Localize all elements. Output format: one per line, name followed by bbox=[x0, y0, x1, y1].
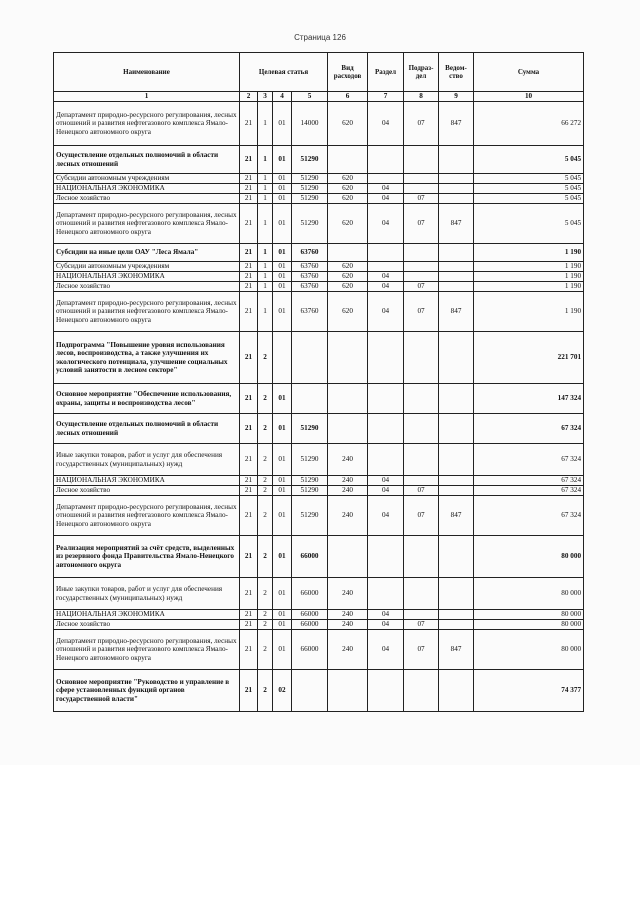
column-number: 8 bbox=[404, 92, 439, 102]
row-sum: 5 045 bbox=[474, 184, 584, 194]
row-name: Департамент природно-ресурсного регулирования, лесных отношений и развития нефтегазового комплекса Ямало-Ненецкого автономного округа bbox=[54, 204, 240, 244]
row-section bbox=[368, 146, 404, 174]
row-department: 847 bbox=[439, 292, 474, 332]
row-department bbox=[439, 244, 474, 262]
row-activity-code: 01 bbox=[273, 444, 292, 476]
column-number: 2 bbox=[240, 92, 258, 102]
row-department bbox=[439, 476, 474, 486]
row-sum: 1 190 bbox=[474, 272, 584, 282]
row-activity-code: 01 bbox=[273, 292, 292, 332]
row-section: 04 bbox=[368, 102, 404, 146]
row-program-code: 21 bbox=[240, 272, 258, 282]
row-department bbox=[439, 536, 474, 578]
row-name: НАЦИОНАЛЬНАЯ ЭКОНОМИКА bbox=[54, 272, 240, 282]
column-number-row bbox=[54, 92, 584, 102]
table-row bbox=[54, 476, 584, 486]
row-subsection bbox=[404, 610, 439, 620]
row-name: Иные закупки товаров, работ и услуг для обеспечения государственных (муниципальных) нужд bbox=[54, 578, 240, 610]
row-program-code: 21 bbox=[240, 204, 258, 244]
row-subsection bbox=[404, 272, 439, 282]
row-section: 04 bbox=[368, 620, 404, 630]
row-sum: 67 324 bbox=[474, 414, 584, 444]
row-section bbox=[368, 332, 404, 384]
row-program-code: 21 bbox=[240, 102, 258, 146]
row-section: 04 bbox=[368, 194, 404, 204]
row-subsection bbox=[404, 476, 439, 486]
row-sum: 1 190 bbox=[474, 282, 584, 292]
row-sum: 67 324 bbox=[474, 444, 584, 476]
row-subsection: 07 bbox=[404, 194, 439, 204]
row-name: Департамент природно-ресурсного регулирования, лесных отношений и развития нефтегазового комплекса Ямало-Ненецкого автономного округа bbox=[54, 292, 240, 332]
row-sum: 5 045 bbox=[474, 204, 584, 244]
row-sum: 5 045 bbox=[474, 194, 584, 204]
table-row bbox=[54, 630, 584, 670]
row-name: Департамент природно-ресурсного регулирования, лесных отношений и развития нефтегазового комплекса Ямало-Ненецкого автономного округа bbox=[54, 102, 240, 146]
row-department bbox=[439, 610, 474, 620]
row-name: Иные закупки товаров, работ и услуг для обеспечения государственных (муниципальных) нужд bbox=[54, 444, 240, 476]
column-number: 4 bbox=[273, 92, 292, 102]
row-expense-type: 620 bbox=[328, 194, 368, 204]
row-program-code: 21 bbox=[240, 414, 258, 444]
row-department bbox=[439, 620, 474, 630]
row-direction-code: 51290 bbox=[292, 496, 328, 536]
row-subsection: 07 bbox=[404, 282, 439, 292]
row-direction-code: 63760 bbox=[292, 262, 328, 272]
row-subprogram-code: 2 bbox=[258, 414, 273, 444]
row-name: НАЦИОНАЛЬНАЯ ЭКОНОМИКА bbox=[54, 610, 240, 620]
row-expense-type bbox=[328, 244, 368, 262]
row-subprogram-code: 1 bbox=[258, 146, 273, 174]
table-row bbox=[54, 272, 584, 282]
row-department: 847 bbox=[439, 102, 474, 146]
table-row bbox=[54, 146, 584, 174]
row-subprogram-code: 2 bbox=[258, 578, 273, 610]
column-number: 1 bbox=[54, 92, 240, 102]
row-name: Осуществление отдельных полномочий в области лесных отношений bbox=[54, 414, 240, 444]
row-section: 04 bbox=[368, 610, 404, 620]
row-subsection bbox=[404, 444, 439, 476]
row-section bbox=[368, 244, 404, 262]
row-sum: 80 000 bbox=[474, 630, 584, 670]
row-expense-type bbox=[328, 146, 368, 174]
row-direction-code: 63760 bbox=[292, 272, 328, 282]
row-activity-code: 01 bbox=[273, 578, 292, 610]
row-subsection: 07 bbox=[404, 204, 439, 244]
row-direction-code: 63760 bbox=[292, 282, 328, 292]
row-direction-code: 51290 bbox=[292, 444, 328, 476]
row-section: 04 bbox=[368, 204, 404, 244]
row-expense-type: 620 bbox=[328, 174, 368, 184]
row-section: 04 bbox=[368, 486, 404, 496]
table-row bbox=[54, 262, 584, 272]
row-program-code: 21 bbox=[240, 630, 258, 670]
column-number: 5 bbox=[292, 92, 328, 102]
row-subsection bbox=[404, 262, 439, 272]
row-expense-type: 240 bbox=[328, 610, 368, 620]
row-program-code: 21 bbox=[240, 262, 258, 272]
row-program-code: 21 bbox=[240, 496, 258, 536]
table-row bbox=[54, 282, 584, 292]
table-row bbox=[54, 486, 584, 496]
row-direction-code: 51290 bbox=[292, 146, 328, 174]
row-activity-code: 01 bbox=[273, 282, 292, 292]
row-program-code: 21 bbox=[240, 536, 258, 578]
row-expense-type bbox=[328, 332, 368, 384]
row-department bbox=[439, 414, 474, 444]
row-subprogram-code: 2 bbox=[258, 332, 273, 384]
row-subprogram-code: 2 bbox=[258, 496, 273, 536]
row-expense-type bbox=[328, 414, 368, 444]
row-program-code: 21 bbox=[240, 282, 258, 292]
row-sum: 5 045 bbox=[474, 174, 584, 184]
row-activity-code: 01 bbox=[273, 146, 292, 174]
row-department bbox=[439, 444, 474, 476]
row-subsection bbox=[404, 384, 439, 414]
row-department: 847 bbox=[439, 630, 474, 670]
row-subprogram-code: 1 bbox=[258, 184, 273, 194]
row-sum: 66 272 bbox=[474, 102, 584, 146]
row-name: Лесное хозяйство bbox=[54, 282, 240, 292]
row-direction-code: 51290 bbox=[292, 476, 328, 486]
page-number: Страница 126 bbox=[294, 33, 346, 42]
row-expense-type: 620 bbox=[328, 272, 368, 282]
row-sum: 67 324 bbox=[474, 486, 584, 496]
row-subprogram-code: 2 bbox=[258, 620, 273, 630]
row-direction-code: 51290 bbox=[292, 194, 328, 204]
row-activity-code: 01 bbox=[273, 414, 292, 444]
row-sum: 67 324 bbox=[474, 476, 584, 486]
row-expense-type: 240 bbox=[328, 476, 368, 486]
row-expense-type: 240 bbox=[328, 444, 368, 476]
row-expense-type: 620 bbox=[328, 292, 368, 332]
row-subprogram-code: 1 bbox=[258, 174, 273, 184]
column-number: 6 bbox=[328, 92, 368, 102]
row-name: Субсидии на иные цели ОАУ "Леса Ямала" bbox=[54, 244, 240, 262]
row-direction-code: 51290 bbox=[292, 184, 328, 194]
row-section: 04 bbox=[368, 496, 404, 536]
row-program-code: 21 bbox=[240, 174, 258, 184]
row-program-code: 21 bbox=[240, 244, 258, 262]
row-sum: 80 000 bbox=[474, 536, 584, 578]
row-department bbox=[439, 384, 474, 414]
row-subsection bbox=[404, 184, 439, 194]
row-activity-code: 01 bbox=[273, 486, 292, 496]
row-expense-type: 620 bbox=[328, 282, 368, 292]
row-expense-type: 240 bbox=[328, 496, 368, 536]
row-subprogram-code: 1 bbox=[258, 204, 273, 244]
row-department bbox=[439, 262, 474, 272]
row-direction-code: 66000 bbox=[292, 578, 328, 610]
row-name: Лесное хозяйство bbox=[54, 620, 240, 630]
row-expense-type: 240 bbox=[328, 620, 368, 630]
table-row bbox=[54, 102, 584, 146]
row-expense-type: 240 bbox=[328, 486, 368, 496]
row-name: Департамент природно-ресурсного регулирования, лесных отношений и развития нефтегазового комплекса Ямало-Ненецкого автономного округа bbox=[54, 496, 240, 536]
row-expense-type bbox=[328, 384, 368, 414]
row-subsection: 07 bbox=[404, 486, 439, 496]
row-department bbox=[439, 272, 474, 282]
row-expense-type bbox=[328, 670, 368, 712]
row-subprogram-code: 1 bbox=[258, 244, 273, 262]
row-program-code: 21 bbox=[240, 670, 258, 712]
row-subsection bbox=[404, 578, 439, 610]
table-row bbox=[54, 444, 584, 476]
row-section: 04 bbox=[368, 292, 404, 332]
row-name: Подпрограмма "Повышение уровня использования лесов, воспроизводства, а также улучшения их экологического потенциала, улучшение социальных условий занятости в лесном секторе" bbox=[54, 332, 240, 384]
row-program-code: 21 bbox=[240, 476, 258, 486]
table-row bbox=[54, 610, 584, 620]
row-direction-code: 51290 bbox=[292, 414, 328, 444]
row-subprogram-code: 2 bbox=[258, 486, 273, 496]
row-department bbox=[439, 578, 474, 610]
row-activity-code: 01 bbox=[273, 620, 292, 630]
row-department: 847 bbox=[439, 496, 474, 536]
table-row bbox=[54, 670, 584, 712]
table-row bbox=[54, 496, 584, 536]
row-section bbox=[368, 536, 404, 578]
row-sum: 1 190 bbox=[474, 292, 584, 332]
row-direction-code: 66000 bbox=[292, 620, 328, 630]
table-row bbox=[54, 536, 584, 578]
row-direction-code bbox=[292, 670, 328, 712]
table-row bbox=[54, 174, 584, 184]
row-section bbox=[368, 444, 404, 476]
row-subprogram-code: 2 bbox=[258, 476, 273, 486]
row-sum: 74 377 bbox=[474, 670, 584, 712]
row-program-code: 21 bbox=[240, 610, 258, 620]
row-direction-code bbox=[292, 332, 328, 384]
row-sum: 147 324 bbox=[474, 384, 584, 414]
row-name: НАЦИОНАЛЬНАЯ ЭКОНОМИКА bbox=[54, 184, 240, 194]
row-program-code: 21 bbox=[240, 578, 258, 610]
row-subprogram-code: 1 bbox=[258, 282, 273, 292]
row-subprogram-code: 2 bbox=[258, 610, 273, 620]
header-subsection: Подраз-дел bbox=[404, 53, 439, 92]
row-sum: 80 000 bbox=[474, 620, 584, 630]
row-activity-code: 01 bbox=[273, 272, 292, 282]
row-department bbox=[439, 486, 474, 496]
row-program-code: 21 bbox=[240, 444, 258, 476]
row-sum: 80 000 bbox=[474, 610, 584, 620]
row-section bbox=[368, 414, 404, 444]
row-activity-code: 01 bbox=[273, 536, 292, 578]
row-section: 04 bbox=[368, 630, 404, 670]
row-activity-code: 01 bbox=[273, 496, 292, 536]
column-number: 3 bbox=[258, 92, 273, 102]
row-direction-code: 66000 bbox=[292, 610, 328, 620]
row-section bbox=[368, 262, 404, 272]
row-name: Осуществление отдельных полномочий в области лесных отношений bbox=[54, 146, 240, 174]
row-program-code: 21 bbox=[240, 486, 258, 496]
header-sum: Сумма bbox=[474, 53, 584, 92]
row-program-code: 21 bbox=[240, 194, 258, 204]
blank-area bbox=[0, 765, 640, 905]
header-expense-type: Вид расходов bbox=[328, 53, 368, 92]
row-sum: 80 000 bbox=[474, 578, 584, 610]
row-subsection bbox=[404, 174, 439, 184]
row-department bbox=[439, 184, 474, 194]
row-subprogram-code: 2 bbox=[258, 630, 273, 670]
table-header-row bbox=[54, 53, 584, 92]
row-department bbox=[439, 194, 474, 204]
row-subsection: 07 bbox=[404, 630, 439, 670]
row-department bbox=[439, 282, 474, 292]
table-row bbox=[54, 184, 584, 194]
row-section: 04 bbox=[368, 272, 404, 282]
row-department bbox=[439, 146, 474, 174]
row-subprogram-code: 2 bbox=[258, 670, 273, 712]
row-name: Реализация мероприятий за счёт средств, выделенных из резервного фонда Правительства Ямало-Ненецкого автономного округа bbox=[54, 536, 240, 578]
row-direction-code bbox=[292, 384, 328, 414]
column-number: 9 bbox=[439, 92, 474, 102]
row-activity-code: 01 bbox=[273, 384, 292, 414]
row-activity-code: 02 bbox=[273, 670, 292, 712]
row-subprogram-code: 1 bbox=[258, 194, 273, 204]
column-number: 7 bbox=[368, 92, 404, 102]
row-section bbox=[368, 174, 404, 184]
row-program-code: 21 bbox=[240, 292, 258, 332]
table-row bbox=[54, 292, 584, 332]
row-direction-code: 66000 bbox=[292, 630, 328, 670]
table-row bbox=[54, 384, 584, 414]
row-name: Основное мероприятие "Руководство и управление в сфере установленных функций органов государственной власти" bbox=[54, 670, 240, 712]
row-expense-type: 620 bbox=[328, 204, 368, 244]
row-direction-code: 51290 bbox=[292, 204, 328, 244]
column-number: 10 bbox=[474, 92, 584, 102]
row-direction-code: 51290 bbox=[292, 174, 328, 184]
row-sum: 221 701 bbox=[474, 332, 584, 384]
row-department bbox=[439, 174, 474, 184]
row-subprogram-code: 1 bbox=[258, 262, 273, 272]
row-name: НАЦИОНАЛЬНАЯ ЭКОНОМИКА bbox=[54, 476, 240, 486]
row-subsection: 07 bbox=[404, 620, 439, 630]
header-target-article: Целевая статья bbox=[240, 53, 328, 92]
row-activity-code: 01 bbox=[273, 184, 292, 194]
row-name: Лесное хозяйство bbox=[54, 194, 240, 204]
row-section: 04 bbox=[368, 282, 404, 292]
row-section bbox=[368, 384, 404, 414]
row-department bbox=[439, 332, 474, 384]
table-row bbox=[54, 194, 584, 204]
row-expense-type: 240 bbox=[328, 578, 368, 610]
table-row bbox=[54, 332, 584, 384]
table-row bbox=[54, 414, 584, 444]
row-subprogram-code: 1 bbox=[258, 292, 273, 332]
row-name: Субсидии автономным учреждениям bbox=[54, 174, 240, 184]
row-sum: 1 190 bbox=[474, 244, 584, 262]
row-program-code: 21 bbox=[240, 620, 258, 630]
row-direction-code: 14000 bbox=[292, 102, 328, 146]
row-section bbox=[368, 578, 404, 610]
row-subsection bbox=[404, 146, 439, 174]
row-name: Основное мероприятие "Обеспечение использования, охраны, защиты и воспроизводства лесов" bbox=[54, 384, 240, 414]
row-subsection bbox=[404, 414, 439, 444]
row-activity-code bbox=[273, 332, 292, 384]
row-activity-code: 01 bbox=[273, 630, 292, 670]
table-row bbox=[54, 620, 584, 630]
row-subsection bbox=[404, 332, 439, 384]
row-department bbox=[439, 670, 474, 712]
row-section: 04 bbox=[368, 184, 404, 194]
row-subsection: 07 bbox=[404, 496, 439, 536]
header-name: Наименование bbox=[54, 53, 240, 92]
row-activity-code: 01 bbox=[273, 610, 292, 620]
row-activity-code: 01 bbox=[273, 102, 292, 146]
row-subsection bbox=[404, 244, 439, 262]
row-subsection bbox=[404, 536, 439, 578]
header-department: Ведом-ство bbox=[439, 53, 474, 92]
row-expense-type: 240 bbox=[328, 630, 368, 670]
row-sum: 67 324 bbox=[474, 496, 584, 536]
row-expense-type: 620 bbox=[328, 262, 368, 272]
row-expense-type: 620 bbox=[328, 184, 368, 194]
row-activity-code: 01 bbox=[273, 194, 292, 204]
row-direction-code: 51290 bbox=[292, 486, 328, 496]
header-section: Раздел bbox=[368, 53, 404, 92]
row-department: 847 bbox=[439, 204, 474, 244]
row-name: Департамент природно-ресурсного регулирования, лесных отношений и развития нефтегазового комплекса Ямало-Ненецкого автономного округа bbox=[54, 630, 240, 670]
row-activity-code: 01 bbox=[273, 204, 292, 244]
row-activity-code: 01 bbox=[273, 174, 292, 184]
row-subsection bbox=[404, 670, 439, 712]
table-row bbox=[54, 578, 584, 610]
row-sum: 5 045 bbox=[474, 146, 584, 174]
row-program-code: 21 bbox=[240, 332, 258, 384]
row-expense-type: 620 bbox=[328, 102, 368, 146]
row-activity-code: 01 bbox=[273, 476, 292, 486]
row-subsection: 07 bbox=[404, 292, 439, 332]
budget-table bbox=[53, 52, 584, 712]
row-subprogram-code: 1 bbox=[258, 272, 273, 282]
row-direction-code: 66000 bbox=[292, 536, 328, 578]
row-section: 04 bbox=[368, 476, 404, 486]
row-program-code: 21 bbox=[240, 146, 258, 174]
row-program-code: 21 bbox=[240, 184, 258, 194]
row-expense-type bbox=[328, 536, 368, 578]
row-direction-code: 63760 bbox=[292, 244, 328, 262]
row-subprogram-code: 1 bbox=[258, 102, 273, 146]
row-subsection: 07 bbox=[404, 102, 439, 146]
row-name: Субсидии автономным учреждениям bbox=[54, 262, 240, 272]
row-name: Лесное хозяйство bbox=[54, 486, 240, 496]
row-direction-code: 63760 bbox=[292, 292, 328, 332]
row-sum: 1 190 bbox=[474, 262, 584, 272]
row-program-code: 21 bbox=[240, 384, 258, 414]
row-activity-code: 01 bbox=[273, 244, 292, 262]
row-subprogram-code: 2 bbox=[258, 444, 273, 476]
table-row bbox=[54, 244, 584, 262]
row-activity-code: 01 bbox=[273, 262, 292, 272]
row-subprogram-code: 2 bbox=[258, 536, 273, 578]
row-section bbox=[368, 670, 404, 712]
row-subprogram-code: 2 bbox=[258, 384, 273, 414]
table-row bbox=[54, 204, 584, 244]
